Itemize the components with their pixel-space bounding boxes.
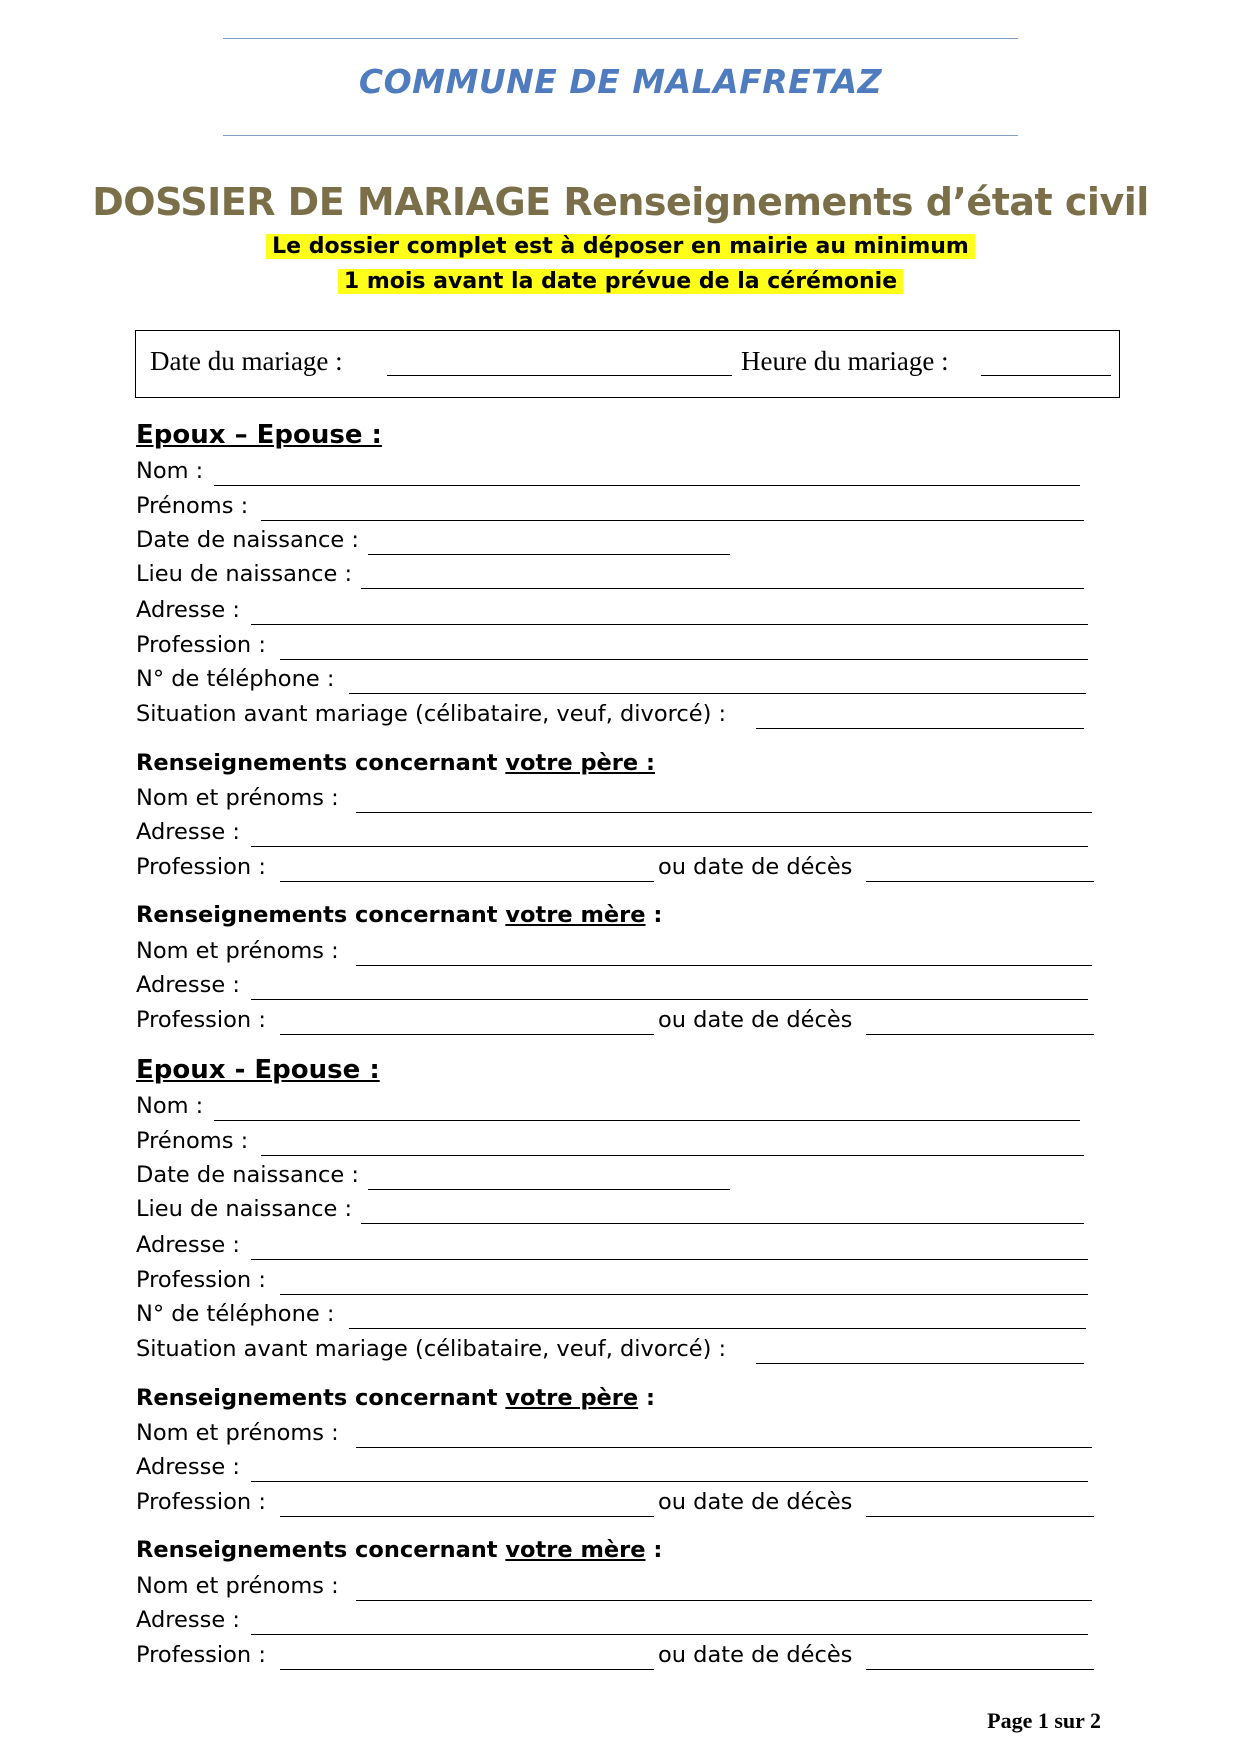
notice-line-1: Le dossier complet est à déposer en mairie au minimum [0,234,1241,259]
mother-heading: Renseignements concernant votre mère : [136,1537,663,1563]
field-label: Nom et prénoms : [136,785,339,811]
notice-line-2: 1 mois avant la date prévue de la cérémonie [0,269,1241,294]
field-label: Profession : [136,1489,266,1515]
father-profession-field[interactable] [280,881,654,882]
mother-nom-prenoms-field[interactable] [356,1600,1092,1601]
field-label: N° de téléphone : [136,1301,335,1327]
field-label: Profession : [136,854,266,880]
lieu-naissance-field[interactable] [361,588,1084,589]
field-label: Prénoms : [136,1128,249,1154]
field-label: Lieu de naissance : [136,1196,353,1222]
field-label: Adresse : [136,597,240,623]
mother-heading: Renseignements concernant votre mère : [136,902,663,928]
father-heading: Renseignements concernant votre père : [136,750,655,776]
wedding-time-field[interactable] [981,375,1111,376]
date-naissance-field[interactable] [368,554,730,555]
adresse-field[interactable] [251,1259,1088,1260]
mother-profession-field[interactable] [280,1034,654,1035]
deces-label: ou date de décès [658,1489,853,1515]
field-label: Prénoms : [136,493,249,519]
mother-deces-field[interactable] [866,1034,1094,1035]
field-label: Nom : [136,1093,204,1119]
mother-adresse-field[interactable] [251,999,1088,1000]
father-adresse-field[interactable] [251,1481,1088,1482]
field-label: Adresse : [136,1607,240,1633]
field-label: Situation avant mariage (célibataire, veuf, divorcé) : [136,701,727,727]
father-deces-field[interactable] [866,881,1094,882]
field-label: Adresse : [136,972,240,998]
nom-field[interactable] [214,1120,1080,1121]
field-label: Date de naissance : [136,527,359,553]
date-naissance-field[interactable] [368,1189,730,1190]
field-label: Nom et prénoms : [136,938,339,964]
wedding-date-field[interactable] [387,375,732,376]
field-label: Profession : [136,632,266,658]
wedding-date-box [135,330,1120,398]
situation-field[interactable] [756,1363,1084,1364]
page-number: Page 1 sur 2 [987,1708,1101,1733]
commune-name: COMMUNE DE MALAFRETAZ [358,62,883,101]
father-heading: Renseignements concernant votre père : [136,1385,656,1411]
telephone-field[interactable] [349,693,1086,694]
mother-nom-prenoms-field[interactable] [356,965,1092,966]
field-label: Nom : [136,458,204,484]
nom-field[interactable] [214,485,1080,486]
prenoms-field[interactable] [261,1155,1084,1156]
prenoms-field[interactable] [261,520,1084,521]
field-label: Nom et prénoms : [136,1420,339,1446]
wedding-date-label: Date du mariage : [150,346,343,376]
field-label: Nom et prénoms : [136,1573,339,1599]
father-deces-field[interactable] [866,1516,1094,1517]
field-label: Profession : [136,1642,266,1668]
profession-field[interactable] [280,659,1088,660]
situation-field[interactable] [756,728,1084,729]
profession-field[interactable] [280,1294,1088,1295]
field-label: Profession : [136,1007,266,1033]
field-label: Date de naissance : [136,1162,359,1188]
section-heading: Epoux - Epouse : [136,1055,380,1085]
section-heading: Epoux – Epouse : [136,420,382,450]
father-nom-prenoms-field[interactable] [356,1447,1092,1448]
father-adresse-field[interactable] [251,846,1088,847]
field-label: Situation avant mariage (célibataire, veuf, divorcé) : [136,1336,727,1362]
mother-deces-field[interactable] [866,1669,1094,1670]
field-label: N° de téléphone : [136,666,335,692]
deces-label: ou date de décès [658,1642,853,1668]
header-rule-bottom [223,135,1018,136]
wedding-time-label: Heure du mariage : [741,346,949,376]
header-rule-top [223,38,1018,39]
father-profession-field[interactable] [280,1516,654,1517]
mother-adresse-field[interactable] [251,1634,1088,1635]
lieu-naissance-field[interactable] [361,1223,1084,1224]
field-label: Profession : [136,1267,266,1293]
field-label: Lieu de naissance : [136,561,353,587]
telephone-field[interactable] [349,1328,1086,1329]
field-label: Adresse : [136,1454,240,1480]
deces-label: ou date de décès [658,854,853,880]
mother-profession-field[interactable] [280,1669,654,1670]
adresse-field[interactable] [251,624,1088,625]
field-label: Adresse : [136,819,240,845]
page-title: DOSSIER DE MARIAGE Renseignements d’état civil [92,180,1149,224]
deces-label: ou date de décès [658,1007,853,1033]
father-nom-prenoms-field[interactable] [356,812,1092,813]
field-label: Adresse : [136,1232,240,1258]
